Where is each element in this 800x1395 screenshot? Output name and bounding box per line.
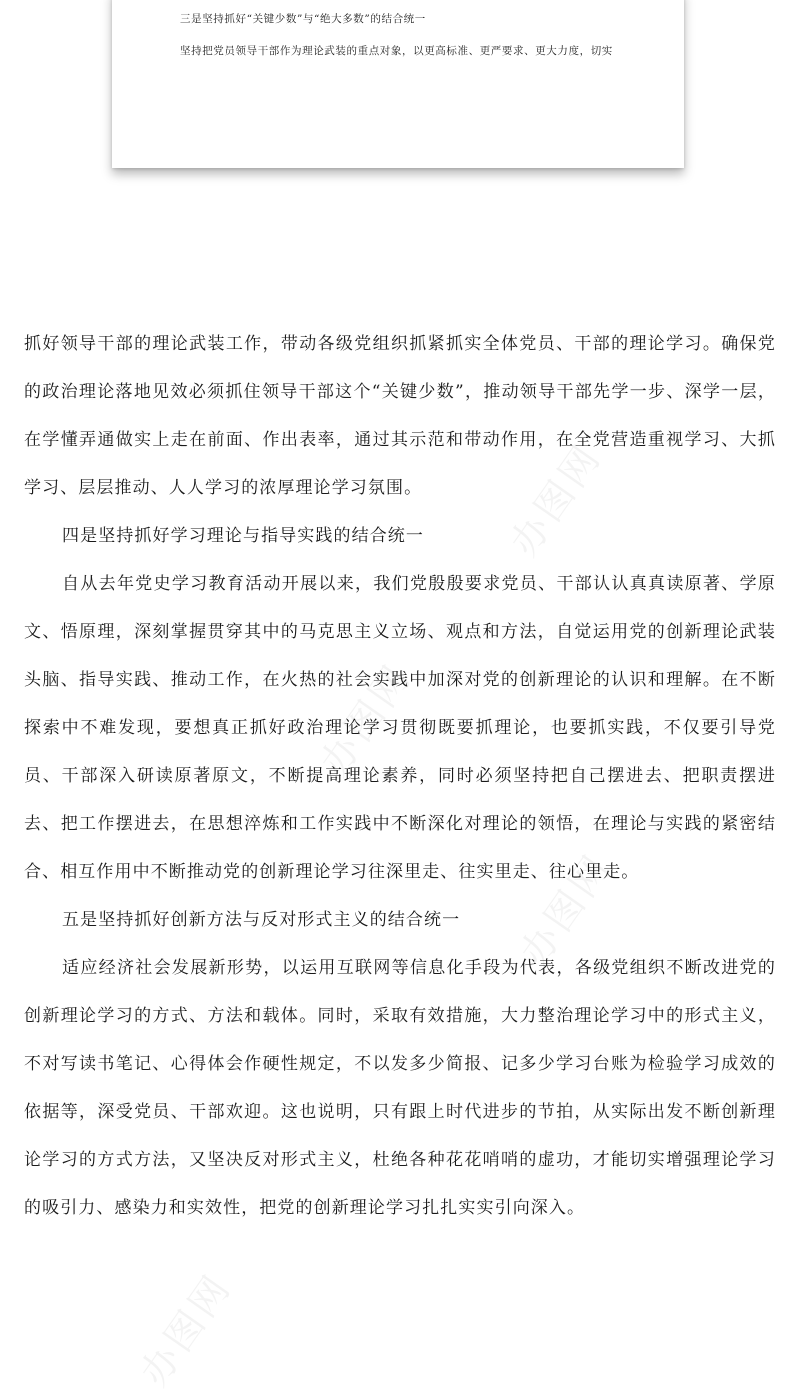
watermark-1: 办图网 (501, 435, 611, 564)
watermark-4: 办图网 (131, 1265, 241, 1394)
document-body (24, 320, 776, 1232)
watermark-2: 办图网 (311, 655, 421, 784)
paragraph-continued: 抓好领导干部的理论武装工作，带动各级党组织抓紧抓实全体党员、干部的理论学习。确保党的政治理论落地见效必须抓住领导干部这个“关键少数”，推动领导干部先学一步、深学一层，在学懂弄通做实上走在前面、作出表率，通过其示范和带动作用，在全党营造重视学习、大抓学习、层层推动、人人学习的浓厚理论学习氛围。 (24, 334, 776, 498)
paragraph-4: 自从去年党史学习教育活动开展以来，我们党殷殷要求党员、干部认认真真读原著、学原文、悟原理，深刻掌握贯穿其中的马克思主义立场、观点和方法，自觉运用党的创新理论武装头脑、指导实践、推动工作，在火热的社会实践中加深对党的创新理论的认识和理解。在不断探索中不难发现，要想真正抓好政治理论学习贯彻既要抓理论，也要抓实践，不仅要引导党员、干部深入研读原著原文，不断提高理论素养，同时必须坚持把自己摆进去、把职责摆进去、把工作摆进去，在思想淬炼和工作实践中不断深化对理论的领悟，在理论与实践的紧密结合、相互作用中不断推动党的创新理论学习往深里走、往实里走、往心里走。 (24, 574, 776, 882)
preview-card (112, 0, 684, 168)
paragraph-5: 适应经济社会发展新形势，以运用互联网等信息化手段为代表，各级党组织不断改进党的创新理论学习的方式、方法和载体。同时，采取有效措施，大力整治理论学习中的形式主义，不对写读书笔记、心得体会作硬性规定，不以发多少简报、记多少学习台账为检验学习成效的依据等，深受党员、干部欢迎。这也说明，只有跟上时代进步的节拍，从实际出发不断创新理论学习的方式方法，又坚决反对形式主义，杜绝各种花花哨哨的虚功，才能切实增强理论学习的吸引力、感染力和实效性，把党的创新理论学习扎扎实实引向深入。 (24, 958, 776, 1218)
preview-heading: 三是坚持抓好“关键少数”与“绝大多数”的结合统一 (180, 13, 426, 25)
section-heading-5: 五是坚持抓好创新方法与反对形式主义的结合统一 (62, 910, 461, 930)
watermark-3: 办图网 (511, 845, 621, 974)
section-heading-4: 四是坚持抓好学习理论与指导实践的结合统一 (62, 526, 424, 546)
preview-text: 坚持把党员领导干部作为理论武装的重点对象，以更高标准、更严要求、更大力度，切实 (180, 45, 613, 57)
